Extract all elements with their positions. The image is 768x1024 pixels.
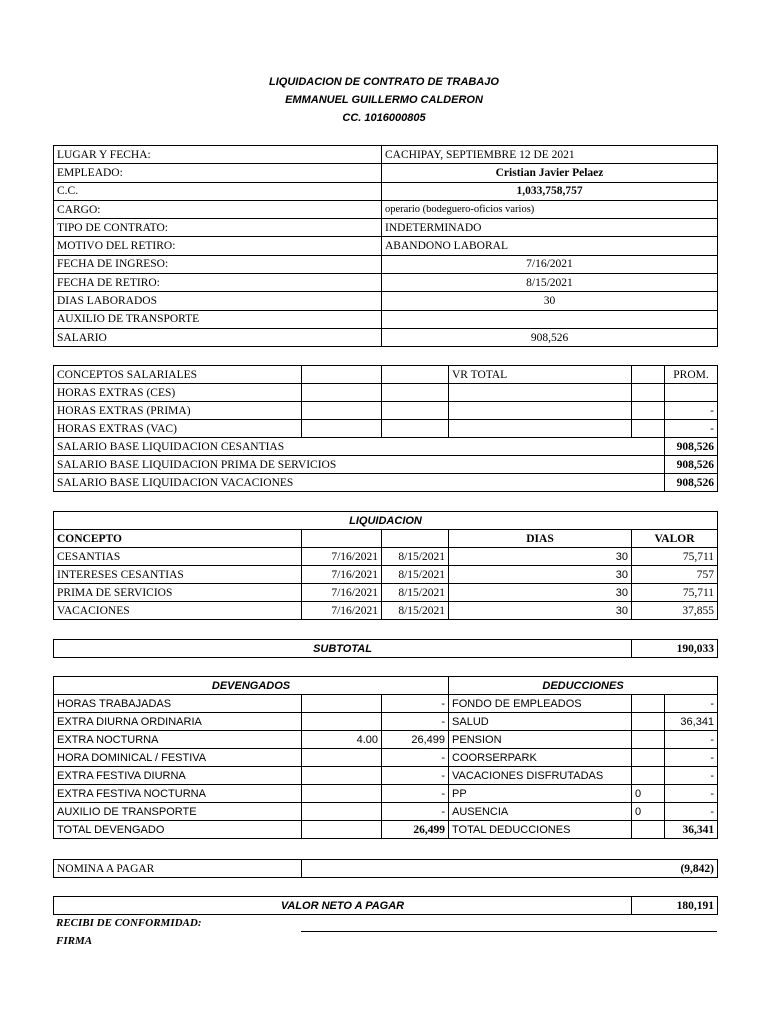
table-row [54,384,718,402]
dev-qty [302,695,382,713]
dev-label: EXTRA DIURNA ORDINARIA [54,713,302,731]
info-row-dias [54,292,718,310]
table-row [54,420,718,438]
firma-label: FIRMA [56,935,93,947]
dev-qty: 4.00 [302,731,382,749]
ded-value: - [665,767,718,785]
liquidacion-header-row [54,530,718,548]
info-label: SALARIO [54,328,382,346]
table-row [54,713,718,731]
employee-info-table [53,145,718,347]
devengados-title: DEVENGADOS [54,677,449,695]
info-label: FECHA DE INGRESO: [54,255,382,273]
nomina-row [54,860,718,878]
ded-qty [632,713,665,731]
info-value: Cristian Javier Pelaez [382,164,718,182]
prom-value: - [665,420,718,438]
conceptos-header-row [54,366,718,384]
prom-value: - [665,402,718,420]
ded-qty [632,731,665,749]
liquidacion-title-row [54,512,718,530]
liquidacion-title: LIQUIDACION [54,512,718,530]
dev-value: - [382,695,449,713]
ded-label: SALUD [449,713,632,731]
base-label: SALARIO BASE LIQUIDACION CESANTIAS [54,438,665,456]
info-value: CACHIPAY, SEPTIEMBRE 12 DE 2021 [382,146,718,164]
info-label: EMPLEADO: [54,164,382,182]
dev-qty [302,803,382,821]
subtotal-table [53,639,718,658]
liq-hasta: 8/15/2021 [382,566,449,584]
total-devengado-value: 26,499 [382,821,449,839]
table-row [54,731,718,749]
subtotal-label: SUBTOTAL [54,640,632,658]
ded-qty: 0 [632,803,665,821]
base-value: 908,526 [665,456,718,474]
info-row-empleado [54,164,718,182]
info-row-salario [54,328,718,346]
total-deducciones-value: 36,341 [665,821,718,839]
base-value: 908,526 [665,474,718,492]
liq-desde: 7/16/2021 [302,602,382,620]
liq-valor: 75,711 [632,584,718,602]
dev-label: EXTRA NOCTURNA [54,731,302,749]
liquidacion-table [53,511,718,620]
ded-value: 36,341 [665,713,718,731]
liq-concepto: PRIMA DE SERVICIOS [54,584,302,602]
document-title: LIQUIDACION DE CONTRATO DE TRABAJO [269,76,499,88]
info-label: CARGO: [54,200,382,218]
liq-concepto: INTERESES CESANTIAS [54,566,302,584]
subtotal-row [54,640,718,658]
info-value: INDETERMINADO [382,219,718,237]
liq-valor: 757 [632,566,718,584]
info-value: ABANDONO LABORAL [382,237,718,255]
table-row [54,785,718,803]
table-row [54,584,718,602]
dev-label: HORA DOMINICAL / FESTIVA [54,749,302,767]
liq-desde: 7/16/2021 [302,548,382,566]
concepto-label: HORAS EXTRAS (CES) [54,384,302,402]
info-value: 908,526 [382,328,718,346]
totals-row [54,821,718,839]
ded-label: FONDO DE EMPLEADOS [449,695,632,713]
dev-value: - [382,785,449,803]
table-row [54,767,718,785]
info-row-lugar [54,146,718,164]
base-label: SALARIO BASE LIQUIDACION PRIMA DE SERVICIOS [54,456,665,474]
dev-value: - [382,767,449,785]
ded-label: PENSION [449,731,632,749]
nomina-label: NOMINA A PAGAR [54,860,302,878]
table-row [54,749,718,767]
dev-value: - [382,803,449,821]
liq-valor: 75,711 [632,548,718,566]
info-label: TIPO DE CONTRATO: [54,219,382,237]
dev-label: EXTRA FESTIVA DIURNA [54,767,302,785]
conceptos-header: CONCEPTOS SALARIALES [54,366,302,384]
table-row [54,602,718,620]
liq-dias: 30 [449,548,632,566]
table-row [54,566,718,584]
info-label: LUGAR Y FECHA: [54,146,382,164]
dev-qty [302,767,382,785]
devengados-deducciones-table [53,676,718,839]
liq-dias: 30 [449,602,632,620]
ded-qty [632,767,665,785]
info-label: AUXILIO DE TRANSPORTE [54,310,382,328]
liq-dias: 30 [449,584,632,602]
info-value: 8/15/2021 [382,274,718,292]
employer-cc: CC. 1016000805 [342,112,426,124]
liq-hasta: 8/15/2021 [382,602,449,620]
ded-value: - [665,695,718,713]
ded-qty: 0 [632,785,665,803]
dev-value: 26,499 [382,731,449,749]
table-row [54,456,718,474]
info-label: C.C. [54,182,382,200]
base-value: 908,526 [665,438,718,456]
info-value: operario (bodeguero-oficios varios) [382,200,718,218]
info-row-cc [54,182,718,200]
table-row [54,548,718,566]
signature-line [301,931,717,932]
prom-value [665,384,718,402]
ded-label: VACACIONES DISFRUTADAS [449,767,632,785]
subtotal-value: 190,033 [632,640,718,658]
info-row-tipo [54,219,718,237]
vr-total-header: VR TOTAL [449,366,632,384]
ded-value: - [665,731,718,749]
dev-qty [302,785,382,803]
ded-label: AUSENCIA [449,803,632,821]
ded-value: - [665,785,718,803]
concepto-label: HORAS EXTRAS (VAC) [54,420,302,438]
liq-hasta: 8/15/2021 [382,584,449,602]
total-deducciones-label: TOTAL DEDUCCIONES [449,821,632,839]
neto-label: VALOR NETO A PAGAR [54,897,632,915]
liq-valor: 37,855 [632,602,718,620]
liq-hasta: 8/15/2021 [382,548,449,566]
dev-label: AUXILIO DE TRANSPORTE [54,803,302,821]
employer-name: EMMANUEL GUILLERMO CALDERON [285,94,483,106]
info-value: 7/16/2021 [382,255,718,273]
neto-value: 180,191 [632,897,718,915]
info-label: DIAS LABORADOS [54,292,382,310]
dev-label: HORAS TRABAJADAS [54,695,302,713]
dev-qty [302,713,382,731]
table-row [54,803,718,821]
info-row-auxilio [54,310,718,328]
liq-desde: 7/16/2021 [302,584,382,602]
liq-concepto: CESANTIAS [54,548,302,566]
conceptos-salariales-table [53,365,718,492]
info-label: FECHA DE RETIRO: [54,274,382,292]
ded-label: COORSERPARK [449,749,632,767]
ded-qty [632,749,665,767]
total-devengado-label: TOTAL DEVENGADO [54,821,302,839]
nomina-value: (9,842) [302,860,718,878]
base-label: SALARIO BASE LIQUIDACION VACACIONES [54,474,665,492]
col-concepto: CONCEPTO [54,530,302,548]
info-row-ingreso [54,255,718,273]
recibi-label: RECIBI DE CONFORMIDAD: [56,917,202,929]
table-row [54,438,718,456]
info-value [382,310,718,328]
info-value: 1,033,758,757 [382,182,718,200]
ded-value: - [665,749,718,767]
col-valor: VALOR [632,530,718,548]
table-row [54,402,718,420]
info-value: 30 [382,292,718,310]
ded-qty [632,695,665,713]
concepto-label: HORAS EXTRAS (PRIMA) [54,402,302,420]
neto-table [53,896,718,915]
prom-header: PROM. [665,366,718,384]
dev-value: - [382,713,449,731]
table-row [54,474,718,492]
dev-label: EXTRA FESTIVA NOCTURNA [54,785,302,803]
liq-dias: 30 [449,566,632,584]
deducciones-title: DEDUCCIONES [449,677,718,695]
dev-ded-header-row [54,677,718,695]
info-row-cargo [54,200,718,218]
table-row [54,695,718,713]
col-dias: DIAS [449,530,632,548]
info-label: MOTIVO DEL RETIRO: [54,237,382,255]
nomina-table [53,859,718,878]
ded-label: PP [449,785,632,803]
liq-desde: 7/16/2021 [302,566,382,584]
dev-value: - [382,749,449,767]
dev-qty [302,749,382,767]
liq-concepto: VACACIONES [54,602,302,620]
ded-value: - [665,803,718,821]
info-row-motivo [54,237,718,255]
info-row-retiro [54,274,718,292]
neto-row [54,897,718,915]
